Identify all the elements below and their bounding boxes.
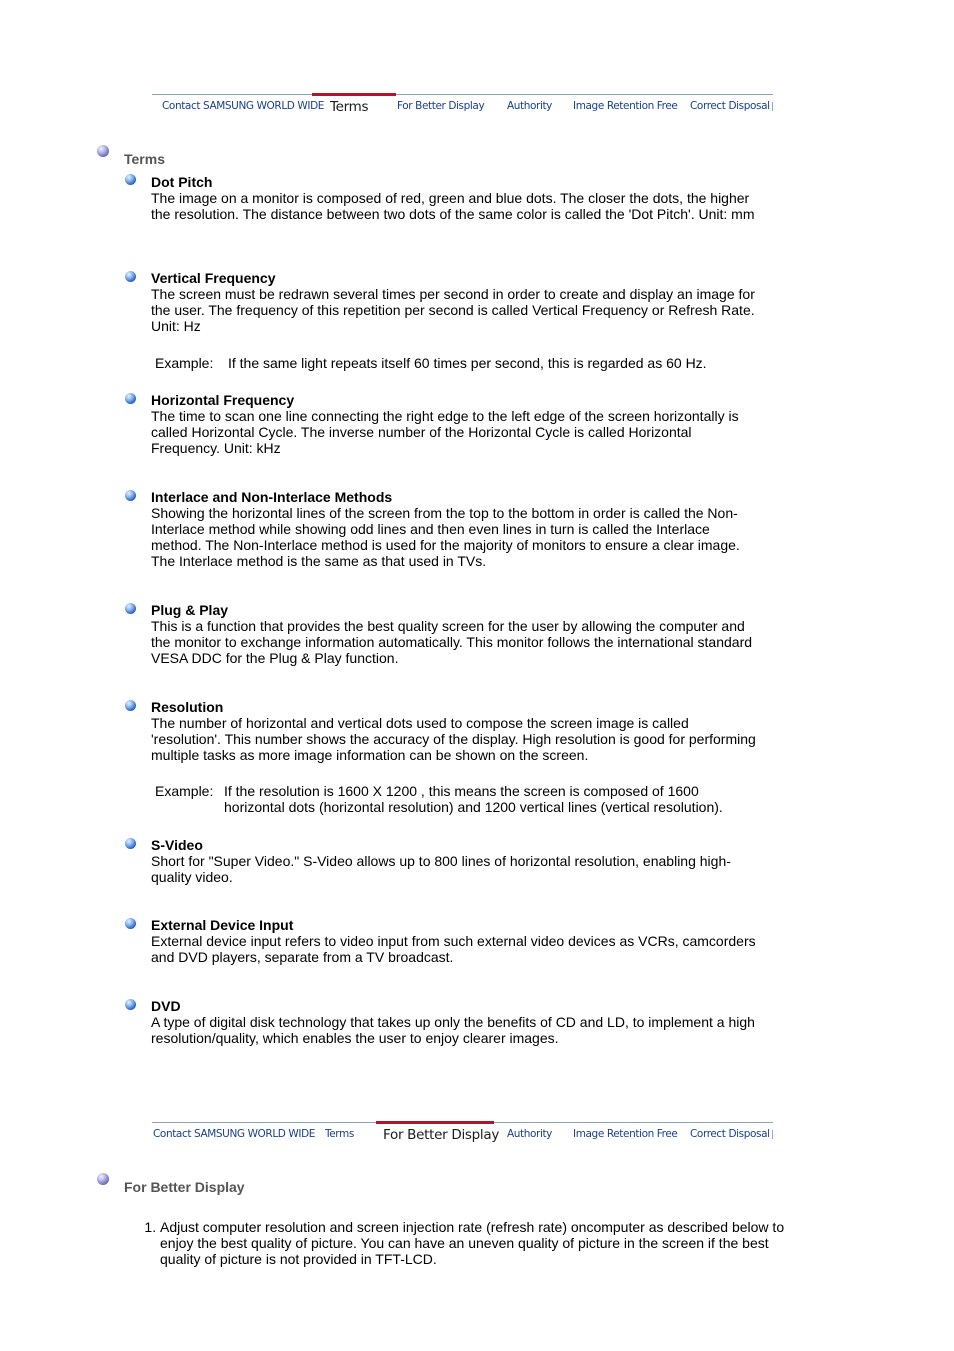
bullet-icon [125,999,136,1010]
term-description: A type of digital disk technology that takes up only the benefits of CD and LD, to implement a high resolution/quality, which enables the user to enjoy clearer images. [151,1014,755,1046]
term-plug-and-play [151,602,761,666]
bullet-icon [125,603,136,614]
tab-contact-samsung[interactable]: Contact SAMSUNG WORLD WIDE [162,100,324,112]
term-description: External device input refers to video input from such external video devices as VCRs, camcorders and DVD players, separate from a TV broadcast. [151,933,756,965]
better-display-steps [124,1219,790,1267]
example-label: Example: [155,355,214,371]
section-bullet-icon [97,145,109,157]
term-title: Vertical Frequency [151,270,276,286]
term-description: The time to scan one line connecting the right edge to the left edge of the screen horizontally is called Horizontal Cycle. The inverse number of the Horizontal Cycle is called Horizontal Frequency. Unit: kHz [151,408,739,456]
tab-correct-disposal[interactable]: Correct Disposal [690,1128,770,1140]
tab-authority[interactable]: Authority [507,100,552,112]
term-title: DVD [151,998,181,1014]
bullet-icon [125,174,136,185]
term-title: Interlace and Non-Interlace Methods [151,489,393,505]
tab-contact-samsung[interactable]: Contact SAMSUNG WORLD WIDE [153,1128,315,1140]
term-title: External Device Input [151,917,294,933]
term-dvd [151,998,761,1046]
term-description: The screen must be redrawn several times per second in order to create and display an image for the user. The frequency of this repetition per second is called Vertical Frequency or Refresh Rate. Unit: Hz [151,286,755,334]
top-nav-tabs [152,94,773,117]
tab-authority[interactable]: Authority [507,1128,552,1140]
term-horizontal-frequency [151,392,761,456]
term-description: This is a function that provides the best quality screen for the user by allowing the computer and the monitor to exchange information automatically. This monitor follows the international standard VESA DDC for the Plug & Play function. [151,618,753,666]
bullet-icon [125,838,136,849]
bullet-icon [125,271,136,282]
bullet-icon [125,918,136,929]
term-title: Dot Pitch [151,174,213,190]
tab-for-better-display[interactable]: For Better Display [397,100,485,112]
tab-correct-disposal[interactable]: Correct Disposal [690,100,770,112]
example-text: If the same light repeats itself 60 times per second, this is regarded as 60 Hz. [228,355,707,371]
tab-image-retention-free[interactable]: Image Retention Free [573,100,678,112]
example-label: Example: [155,783,214,799]
section-title-terms: Terms [124,151,165,167]
tab-divider [772,1130,773,1139]
bullet-icon [125,700,136,711]
bottom-nav-tabs [152,1122,773,1145]
term-description: Short for "Super Video." S-Video allows up to 800 lines of horizontal resolution, enabling high-quality video. [151,853,731,885]
tab-terms[interactable]: Terms [312,93,396,118]
bullet-icon [125,490,136,501]
example-text: If the resolution is 1600 X 1200 , this means the screen is composed of 1600 horizontal dots (horizontal resolution) and 1200 vertical lines (vertical resolution). [224,783,723,815]
section-title-for-better-display: For Better Display [124,1179,245,1195]
term-title: Horizontal Frequency [151,392,295,408]
bullet-icon [125,393,136,404]
tab-terms[interactable]: Terms [325,1128,354,1140]
term-title: S-Video [151,837,203,853]
tab-divider [772,102,773,111]
term-description: The image on a monitor is composed of red, green and blue dots. The closer the dots, the higher the resolution. The distance between two dots of the same color is called the 'Dot Pitch'. Unit: mm [151,190,755,222]
section-bullet-icon [97,1173,109,1185]
term-dot-pitch [151,174,761,222]
term-s-video [151,837,761,885]
term-description: The number of horizontal and vertical dots used to compose the screen image is called 'resolution'. This number shows the accuracy of the display. High resolution is good for performing multiple tasks as more image information can be shown on the screen. [151,715,756,763]
list-item: 1. Adjust computer resolution and screen injection rate (refresh rate) oncomputer as described below to enjoy the best quality of picture. You can have an uneven quality of picture in the screen if the best quality of picture is not provided in TFT-LCD. [160,1219,790,1267]
tab-image-retention-free[interactable]: Image Retention Free [573,1128,678,1140]
term-external-device-input [151,917,761,965]
term-vertical-frequency [151,270,761,334]
tab-for-better-display[interactable]: For Better Display [376,1121,494,1146]
term-title: Resolution [151,699,224,715]
term-title: Plug & Play [151,602,229,618]
term-interlace-methods [151,489,761,569]
term-description: Showing the horizontal lines of the screen from the top to the bottom in order is called the Non-Interlace method while showing odd lines and then even lines in turn is called the Interlace method. The Non-Interlace method is used for the majority of monitors to ensure a clear image. The Interlace method is the same as that used in TVs. [151,505,740,569]
term-resolution [151,699,761,763]
